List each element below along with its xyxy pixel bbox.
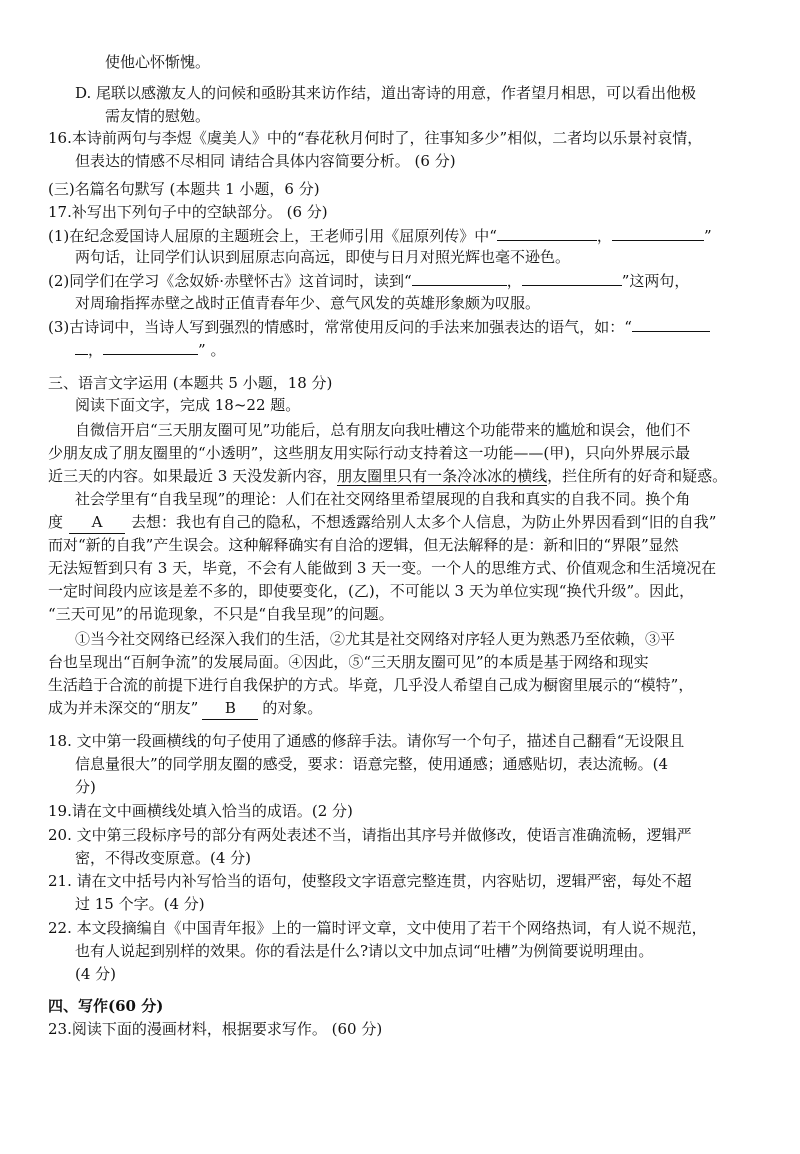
passage-p2-line4: 无法短暂到只有 3 天，毕竟，不会有人能做到 3 天一变。一个人的思维方式、价值观念和生活境况在: [48, 559, 717, 577]
underlined-sentence: 朋友圈里只有一条冷冰冰的横线: [337, 467, 548, 485]
q19-question: 19.请在文中画横线处填入恰当的成语。(2 分): [48, 802, 353, 820]
section-3-heading: (三)名篇名句默写 (本题共 1 小题，6 分): [48, 180, 320, 198]
part-4-heading: 四、写作(60 分): [48, 997, 164, 1015]
passage-p1-line3-b: ，拦住所有的好奇和疑惑。: [547, 467, 728, 485]
q17-title: 17.补写出下列句子中的空缺部分。 (6 分): [48, 203, 328, 221]
passage-p2-line5: 一定时间段内应该是差不多的，即使要变化，(乙)，不可能以 3 天为单位实现“换代升级”。因此，: [48, 582, 695, 600]
q17-item-3: [48, 315, 710, 338]
passage-p3-line4-b: 的对象。: [262, 699, 323, 717]
passage-p3-line3: 生活趋于合流的前提下进行自我保护的方式。毕竟，几乎没人希望自己成为橱窗里展示的“模特”，: [48, 676, 694, 694]
q17-item-1-comma: ，: [596, 227, 612, 245]
q16-question: 16.本诗前两句与李煜《虞美人》中的“春花秋月何时了，往事知多少”相似，二者均以乐景衬哀情，: [48, 129, 703, 147]
q17-item-2-continuation: 对周瑜指挥赤壁之战时正值青春年少、意气风发的英雄形象颇为叹服。: [75, 294, 541, 312]
q17-item-2: [48, 269, 689, 292]
passage-p3-line2: 台也呈现出“百舸争流”的发展局面。④因此，⑤“三天朋友圈可见”的本质是基于网络和现实: [48, 653, 649, 671]
passage-p3-line4: [48, 697, 322, 720]
passage-p2-line2: [48, 511, 716, 534]
q17-item-2-text: (2)同学们在学习《念奴娇·赤壁怀古》这首词时，读到“: [48, 272, 412, 290]
q17-blank-5[interactable]: [632, 315, 710, 332]
q20-question: 20. 文中第三段标序号的部分有两处表述不当，请指出其序号并做修改，使语言准确流畅，逻辑严: [48, 826, 692, 844]
q17-item-1-end: ”: [703, 227, 712, 245]
passage-p3-line4-a: 成为并未深交的“朋友”: [48, 699, 199, 717]
q22-question-line3: (4 分): [75, 965, 117, 983]
part-3-intro: 阅读下面文字，完成 18~22 题。: [75, 396, 301, 414]
q17-item-2-comma: ，: [506, 272, 522, 290]
q15-option-c-continuation: 使他心怀惭愧。: [105, 53, 211, 71]
q15-option-d-continuation: 需友情的慰勉。: [105, 107, 211, 125]
passage-p2-line6: “三天可见”的吊诡现象，不只是“自我呈现”的问题。: [48, 605, 394, 623]
q23-question: 23.阅读下面的漫画材料，根据要求写作。 (60 分): [48, 1020, 383, 1038]
q17-blank-3[interactable]: [412, 269, 507, 286]
passage-p2-line2-a: 度: [48, 513, 64, 531]
q17-item-1-text: (1)在纪念爱国诗人屈原的主题班会上，王老师引用《屈原列传》中“: [48, 227, 497, 245]
q21-question: 21. 请在文中括号内补写恰当的语句，使整段文字语意完整连贯，内容贴切，逻辑严密，每处不超: [48, 872, 692, 890]
passage-p2-line1: 社会学里有“自我呈现”的理论：人们在社交网络里希望展现的自我和真实的自我不同。换个角: [75, 490, 691, 508]
q17-blank-2[interactable]: [612, 224, 704, 241]
passage-p2-line3: 而对“新的自我”产生误会。这种解释确实有自洽的逻辑，但无法解释的是：新和旧的“界限”显然: [48, 536, 679, 554]
q17-blank-4[interactable]: [522, 269, 622, 286]
blank-b[interactable]: B: [202, 697, 258, 720]
q17-blank-5-cont[interactable]: [75, 338, 88, 355]
q17-blank-1[interactable]: [497, 224, 597, 241]
q18-question-line2: 信息量很大”的同学朋友圈的感受，要求：语意完整，使用通感；通感贴切，表达流畅。(4: [75, 755, 669, 773]
q18-question-line3: 分): [75, 778, 96, 796]
q20-question-line2: 密，不得改变原意。(4 分): [75, 849, 252, 867]
passage-p1-line2: 少朋友成了朋友圈里的“小透明”，这些朋友用实际行动支持着这一功能——(甲)，只向外界展示最: [48, 444, 691, 462]
q16-question-continuation: 但表达的情感不尽相同 请结合具体内容简要分析。 (6 分): [75, 152, 456, 170]
q21-question-line2: 过 15 个字。(4 分): [75, 895, 205, 913]
passage-p1-line3: [48, 465, 727, 487]
q17-item-1: [48, 224, 712, 247]
q15-option-d: D. 尾联以感激友人的问候和亟盼其来访作结，道出寄诗的用意，作者望月相思，可以看出他极: [75, 84, 697, 102]
passage-p1-line3-a: 近三天的内容。如果最近 3 天没发新内容，: [48, 467, 338, 485]
q18-question: 18. 文中第一段画横线的句子使用了通感的修辞手法。请你写一个句子，描述自己翻看“无设限且: [48, 732, 685, 750]
q22-question: 22. 本文段摘编自《中国青年报》上的一篇时评文章，文中使用了若干个网络热词，有人说不规范，: [48, 919, 707, 937]
blank-a[interactable]: A: [69, 511, 125, 534]
q22-question-line2: 也有人说起到别样的效果。你的看法是什么?请以文中加点词“吐槽”为例简要说明理由。: [75, 942, 654, 960]
passage-p2-line2-b: 去想：我也有自己的隐私，不想透露给别人太多个人信息，为防止外界因看到“旧的自我”: [131, 513, 717, 531]
passage-p1-line1: 自微信开启“三天朋友圈可见”功能后，总有朋友向我吐槽这个功能带来的尴尬和误会，他们不: [75, 421, 691, 439]
q17-item-3-text: (3)古诗词中，当诗人写到强烈的情感时，常常使用反问的手法来加强表达的语气，如：“: [48, 318, 632, 336]
q17-item-3-comma: ，: [88, 341, 104, 359]
part-3-heading: 三、语言文字运用 (本题共 5 小题，18 分): [48, 374, 333, 392]
q17-item-3-end: ” 。: [198, 341, 226, 359]
passage-p3-line1: ①当今社交网络已经深入我们的生活，②尤其是社交网络对序轻人更为熟悉乃至依赖，③平: [75, 630, 676, 648]
q17-blank-6[interactable]: [103, 338, 198, 355]
q17-item-1-continuation: 两句话，让同学们认识到屈原志向高远，即使与日月对照光辉也毫不逊色。: [75, 248, 571, 266]
q17-item-2-end: ”这两句，: [621, 272, 690, 290]
q17-item-3-continuation: [75, 338, 225, 361]
